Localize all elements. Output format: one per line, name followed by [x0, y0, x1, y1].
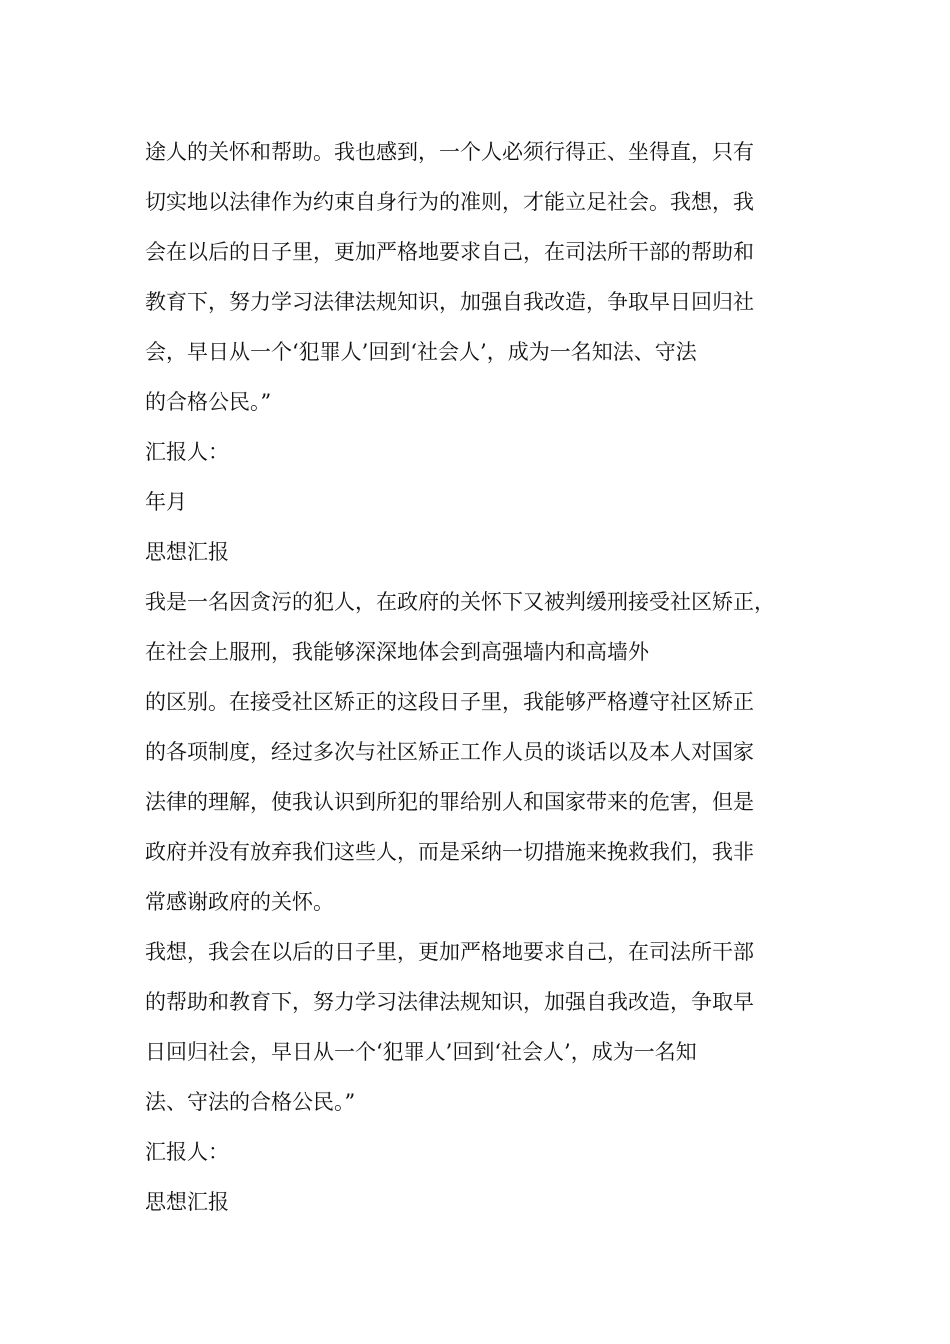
text-line: 的帮助和教育下，努力学习法律法规知识，加强自我改造，争取早: [145, 990, 754, 1014]
text-line: 会，早日从一个‘犯罪人’回到‘社会人’，成为一名知法、守法: [145, 340, 697, 364]
text-line: 在社会上服刑，我能够深深地体会到高强墙内和高墙外: [145, 640, 649, 664]
text-line: 政府并没有放弃我们这些人，而是采纳一切措施来挽救我们，我非: [145, 840, 754, 864]
text-line: 法律的理解，使我认识到所犯的罪给别人和国家带来的危害，但是: [145, 790, 754, 814]
text-line: 我是一名因贪污的犯人，在政府的关怀下又被判缓刑接受社区矫正，: [145, 590, 775, 614]
reporter-label: 汇报人：: [145, 440, 229, 464]
section-heading: 思想汇报: [145, 540, 229, 564]
text-line: 常感谢政府的关怀。: [145, 890, 334, 914]
text-line: 的合格公民。”: [145, 390, 272, 414]
text-line: 法、守法的合格公民。”: [145, 1090, 356, 1114]
text-line: 途人的关怀和帮助。我也感到，一个人必须行得正、坐得直，只有: [145, 140, 754, 164]
text-line: 的各项制度，经过多次与社区矫正工作人员的谈话以及本人对国家: [145, 740, 754, 764]
reporter-label: 汇报人：: [145, 1140, 229, 1164]
text-line: 我想，我会在以后的日子里，更加严格地要求自己，在司法所干部: [145, 940, 754, 964]
text-line: 会在以后的日子里，更加严格地要求自己，在司法所干部的帮助和: [145, 240, 754, 264]
text-line: 切实地以法律作为约束自身行为的准则，才能立足社会。我想，我: [145, 190, 754, 214]
date-label: 年月: [145, 490, 187, 514]
text-line: 日回归社会，早日从一个‘犯罪人’回到‘社会人’，成为一名知: [145, 1040, 697, 1064]
section-heading: 思想汇报: [145, 1190, 229, 1214]
text-line: 的区别。在接受社区矫正的这段日子里，我能够严格遵守社区矫正: [145, 690, 754, 714]
text-line: 教育下，努力学习法律法规知识，加强自我改造，争取早日回归社: [145, 290, 754, 314]
